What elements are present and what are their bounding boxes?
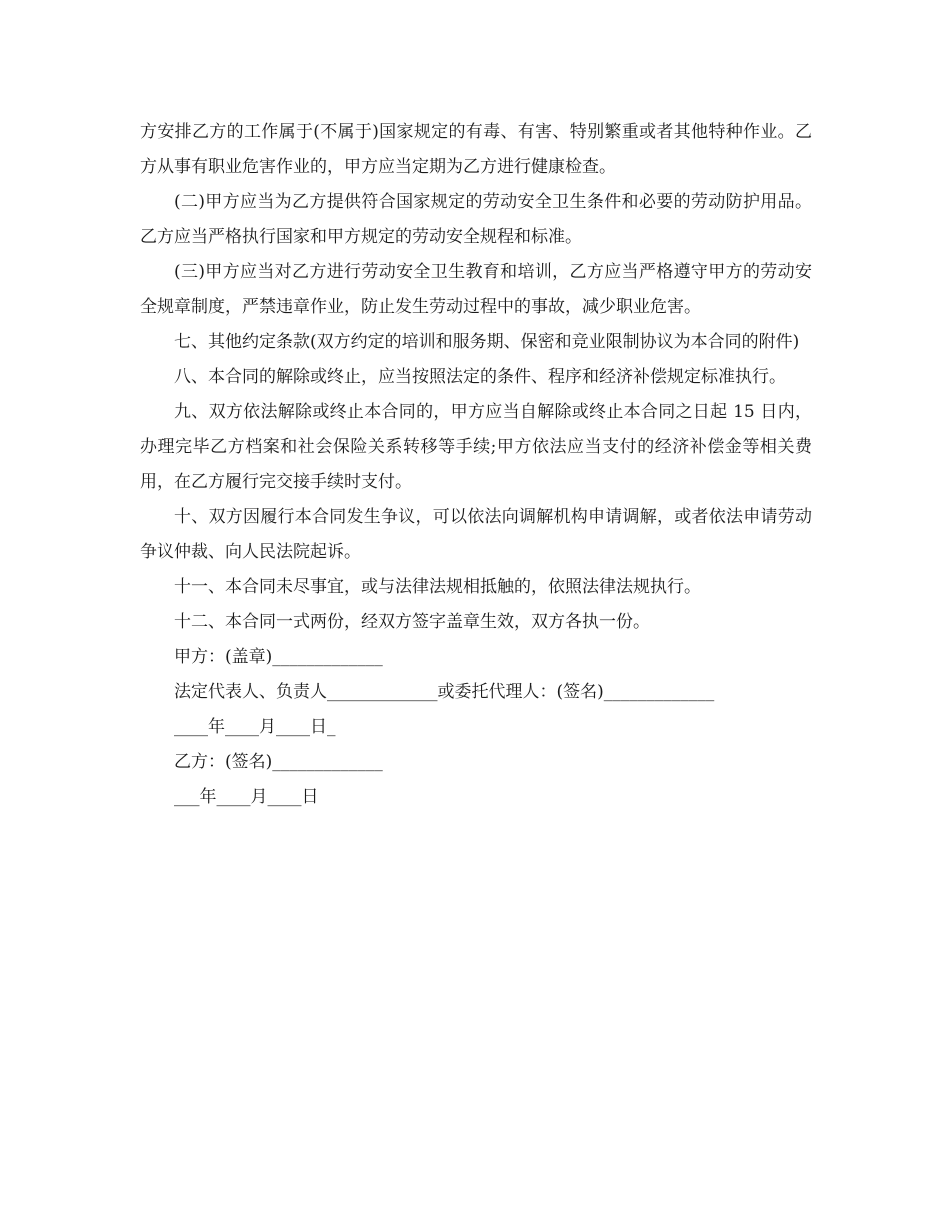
party-a-seal-line: 甲方：(盖章)_____________ (174, 647, 383, 667)
legal-representative-line: 法定代表人、负责人_____________或委托代理人：(签名)_____________ (174, 682, 715, 702)
party-a-date-line: ____年____月____日_ (174, 717, 336, 737)
paragraph-safety-training: (三)甲方应当对乙方进行劳动安全卫生教育和培训，乙方应当严格遵守甲方的劳动安全规章制度，严禁违章作业，防止发生劳动过程中的事故，减少职业危害。 (140, 262, 812, 317)
paragraph-termination: 八、本合同的解除或终止，应当按照法定的条件、程序和经济补偿规定标准执行。 (174, 367, 786, 387)
document-page (140, 115, 812, 815)
signature-block (140, 640, 812, 815)
paragraph-other-terms: 七、其他约定条款(双方约定的培训和服务期、保密和竞业限制协议为本合同的附件) (174, 332, 800, 352)
paragraph-dispute: 十、双方因履行本合同发生争议，可以依法向调解机构申请调解，或者依法申请劳动争议仲裁、向人民法院起诉。 (140, 507, 812, 562)
paragraph-protection-equipment: (二)甲方应当为乙方提供符合国家规定的劳动安全卫生条件和必要的劳动防护用品。乙方应当严格执行国家和甲方规定的劳动安全规程和标准。 (140, 192, 812, 247)
paragraph-safety-intro: 方安排乙方的工作属于(不属于)国家规定的有毒、有害、特别繁重或者其他特种作业。乙方从事有职业危害作业的，甲方应当定期为乙方进行健康检查。 (140, 122, 812, 177)
paragraph-copies: 十二、本合同一式两份，经双方签字盖章生效，双方各执一份。 (174, 612, 650, 632)
party-b-date-line: ___年____月____日 (174, 787, 319, 807)
party-b-signature-line: 乙方：(签名)_____________ (174, 752, 383, 772)
paragraph-unresolved-matters: 十一、本合同未尽事宜，或与法律法规相抵触的，依照法律法规执行。 (174, 577, 701, 597)
paragraph-handover: 九、双方依法解除或终止本合同的，甲方应当自解除或终止本合同之日起 15 日内，办理完毕乙方档案和社会保险关系转移等手续;甲方依法应当支付的经济补偿金等相关费用，在乙方履行完交接手续时支付。 (140, 402, 812, 492)
